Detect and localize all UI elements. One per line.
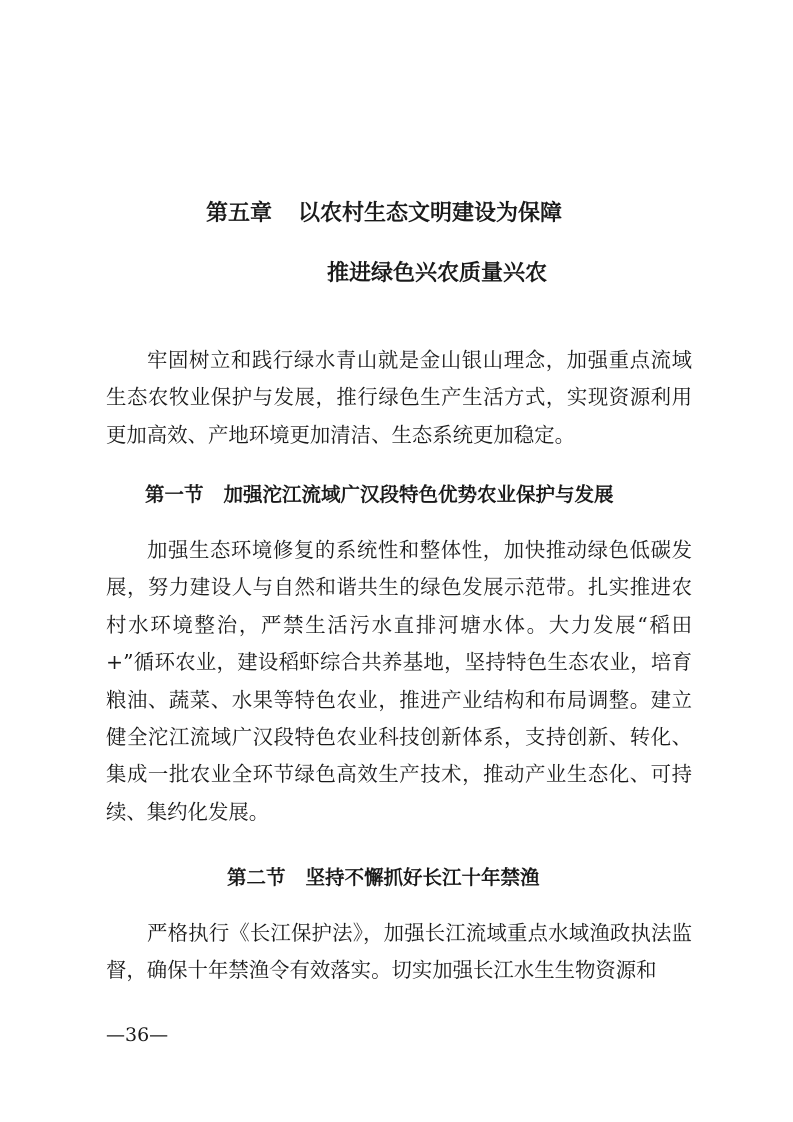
section-1-title: 加强沱江流域广汉段特色优势农业保护与发展 xyxy=(223,483,614,506)
section-1-label: 第一节 xyxy=(145,483,204,506)
section-1-paragraph: 加强生态环境修复的系统性和整体性，加快推动绿色低碳发展，努力建设人与自然和谐共生的绿色发展示范带。扎实推进农村水环境整治，严禁生活污水直排河塘水体。大力发展“稻田+”循环农业，建设稻虾综合共养基地，坚持特色生态农业，培育粮油、蔬菜、水果等特色农业，推进产业结构和布局调整。建立健全沱江流域广汉段特色农业科技创新体系，支持创新、转化、集成一批农业全环节绿色高效生产技术，推动产业生态化、可持续、集约化发展。 xyxy=(106,538,692,824)
section-2-paragraph: 严格执行《长江保护法》，加强长江流域重点水域渔政执法监督，确保十年禁渔令有效落实。切实加强长江水生生物资源和 xyxy=(106,921,692,983)
intro-paragraph: 牢固树立和践行绿水青山就是金山银山理念，加强重点流域生态农牧业保护与发展，推行绿色生产生活方式，实现资源利用更加高效、产地环境更加清洁、生态系统更加稳定。 xyxy=(106,348,692,447)
page-number: —36— xyxy=(106,1024,169,1046)
section-2-label: 第二节 xyxy=(227,866,286,889)
section-heading-1 xyxy=(145,480,614,510)
chapter-title-line1 xyxy=(206,196,562,232)
chapter-label: 第五章 xyxy=(206,201,273,226)
section-2-title: 坚持不懈抓好长江十年禁渔 xyxy=(305,866,540,889)
chapter-title-line2: 推进绿色兴农质量兴农 xyxy=(327,261,548,286)
section-heading-2 xyxy=(227,863,540,893)
chapter-title-text-line1: 以农村生态文明建设为保障 xyxy=(298,201,563,226)
